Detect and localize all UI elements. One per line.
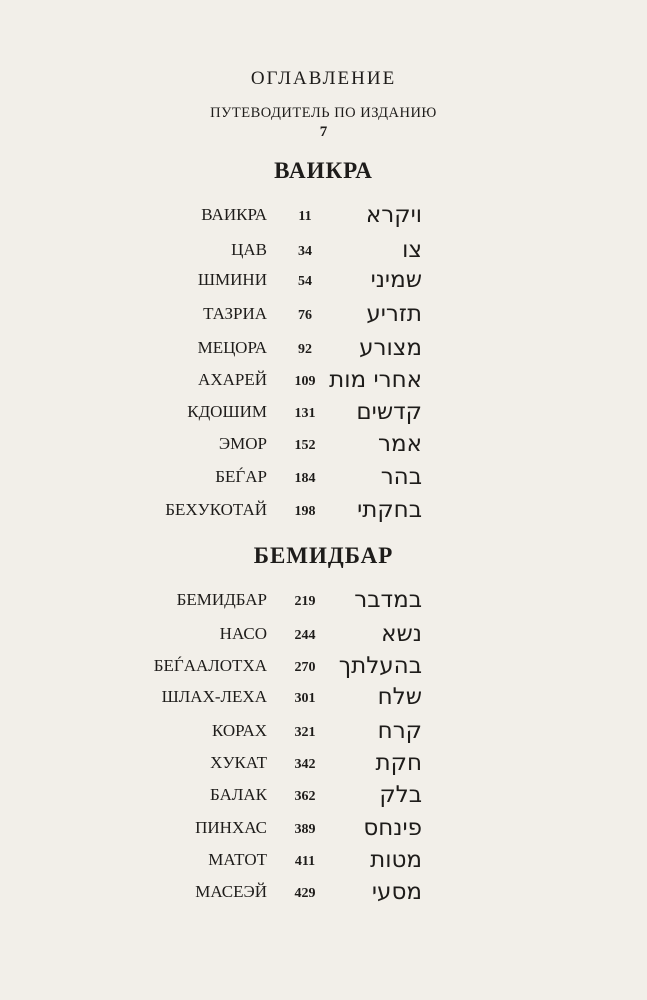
entry-page-number: 184 [294,471,316,486]
entry-russian-title: ШЛАХ-ЛЕХА [161,687,267,706]
toc-entry [0,845,647,875]
toc-entry [0,619,647,649]
entry-hebrew-title: מסעי [371,879,422,905]
entry-hebrew-title: צו [402,237,422,263]
toc-entry [0,265,647,295]
entry-page-number: 92 [298,342,312,357]
entry-russian-title: ЦАВ [231,240,267,259]
entry-russian-title: ВАИКРА [201,205,267,224]
entry-page-number: 389 [294,822,316,837]
entry-russian-title: БЕХУКОТАЙ [165,500,267,519]
entry-russian-title: ЭМОР [218,434,267,453]
entry-page-number: 54 [298,274,312,289]
entry-hebrew-title: במדבר [354,587,422,613]
entry-page-number: 34 [298,244,312,259]
section-heading-bemidbar: БЕМИДБАР [253,543,394,568]
toc-entry [0,748,647,778]
toc-entry [0,877,647,907]
toc-entry [0,813,647,843]
entry-russian-title: БЕМИДБАР [176,590,267,609]
entry-page-number: 76 [298,308,312,323]
entry-hebrew-title: שלח [377,684,422,710]
entry-russian-title: АХАРЕЙ [198,370,267,389]
entry-hebrew-title: שמיני [370,267,422,293]
toc-entry [0,495,647,525]
toc-entry [0,397,647,427]
entry-russian-title: КДОШИМ [187,402,267,421]
toc-entry [0,585,647,615]
entry-hebrew-title: ויקרא [365,202,422,228]
section-heading-vayikra: ВАИКРА [274,158,373,183]
entry-page-number: 131 [294,406,316,421]
toc-entry [0,333,647,363]
entry-russian-title: НАСО [219,624,267,643]
entry-hebrew-title: בהר [380,464,422,490]
entry-hebrew-title: בהעלתך [338,653,422,679]
entry-page-number: 11 [298,209,312,224]
entry-hebrew-title: תזריע [366,301,422,327]
toc-entry [0,682,647,712]
toc-entry [0,200,647,230]
toc-entry [0,780,647,810]
entry-hebrew-title: בלק [379,782,422,808]
entry-page-number: 321 [294,725,316,740]
entry-russian-title: БЕЃАР [215,467,267,486]
toc-entry [0,429,647,459]
entry-russian-title: МЕЦОРА [197,338,267,357]
toc-entry [0,299,647,329]
entry-page-number: 244 [294,628,316,643]
entry-russian-title: МАСЕЭЙ [195,882,267,901]
entry-page-number: 301 [294,691,316,706]
entry-hebrew-title: חקת [375,750,422,776]
toc-entry [0,365,647,395]
entry-hebrew-title: קדשים [356,399,422,425]
entry-page-number: 198 [294,504,316,519]
entry-russian-title: ТАЗРИА [203,304,267,323]
toc-title: ОГЛАВЛЕНИЕ [250,68,397,89]
entry-russian-title: ХУКАТ [210,753,267,772]
entry-hebrew-title: בחקתי [357,497,422,523]
guide-link: ПУТЕВОДИТЕЛЬ ПО ИЗДАНИЮ [210,105,437,121]
entry-page-number: 429 [294,886,316,901]
entry-russian-title: КОРАХ [211,721,267,740]
entry-page-number: 362 [294,789,316,804]
entry-hebrew-title: קרח [377,718,422,744]
entry-hebrew-title: נשא [381,621,422,647]
entry-hebrew-title: אמר [378,431,422,457]
entry-page-number: 109 [294,374,316,389]
entry-russian-title: МАТОТ [208,850,267,869]
entry-russian-title: ШМИНИ [197,270,267,289]
toc-entry [0,651,647,681]
entry-page-number: 411 [294,854,316,869]
toc-entry [0,462,647,492]
entry-page-number: 152 [294,438,316,453]
entry-hebrew-title: מצורע [359,335,422,361]
entry-page-number: 342 [294,757,316,772]
entry-hebrew-title: אחרי מות [329,367,422,393]
entry-russian-title: БЕЃААЛОТХА [153,656,267,675]
entry-hebrew-title: פינחס [363,815,422,841]
entry-russian-title: БАЛАК [210,785,267,804]
toc-entry [0,716,647,746]
entry-russian-title: ПИНХАС [195,818,267,837]
entry-hebrew-title: מטות [370,847,422,873]
entry-page-number: 270 [294,660,316,675]
entry-page-number: 219 [294,594,316,609]
guide-page-number: 7 [319,124,328,140]
toc-entry [0,235,647,265]
